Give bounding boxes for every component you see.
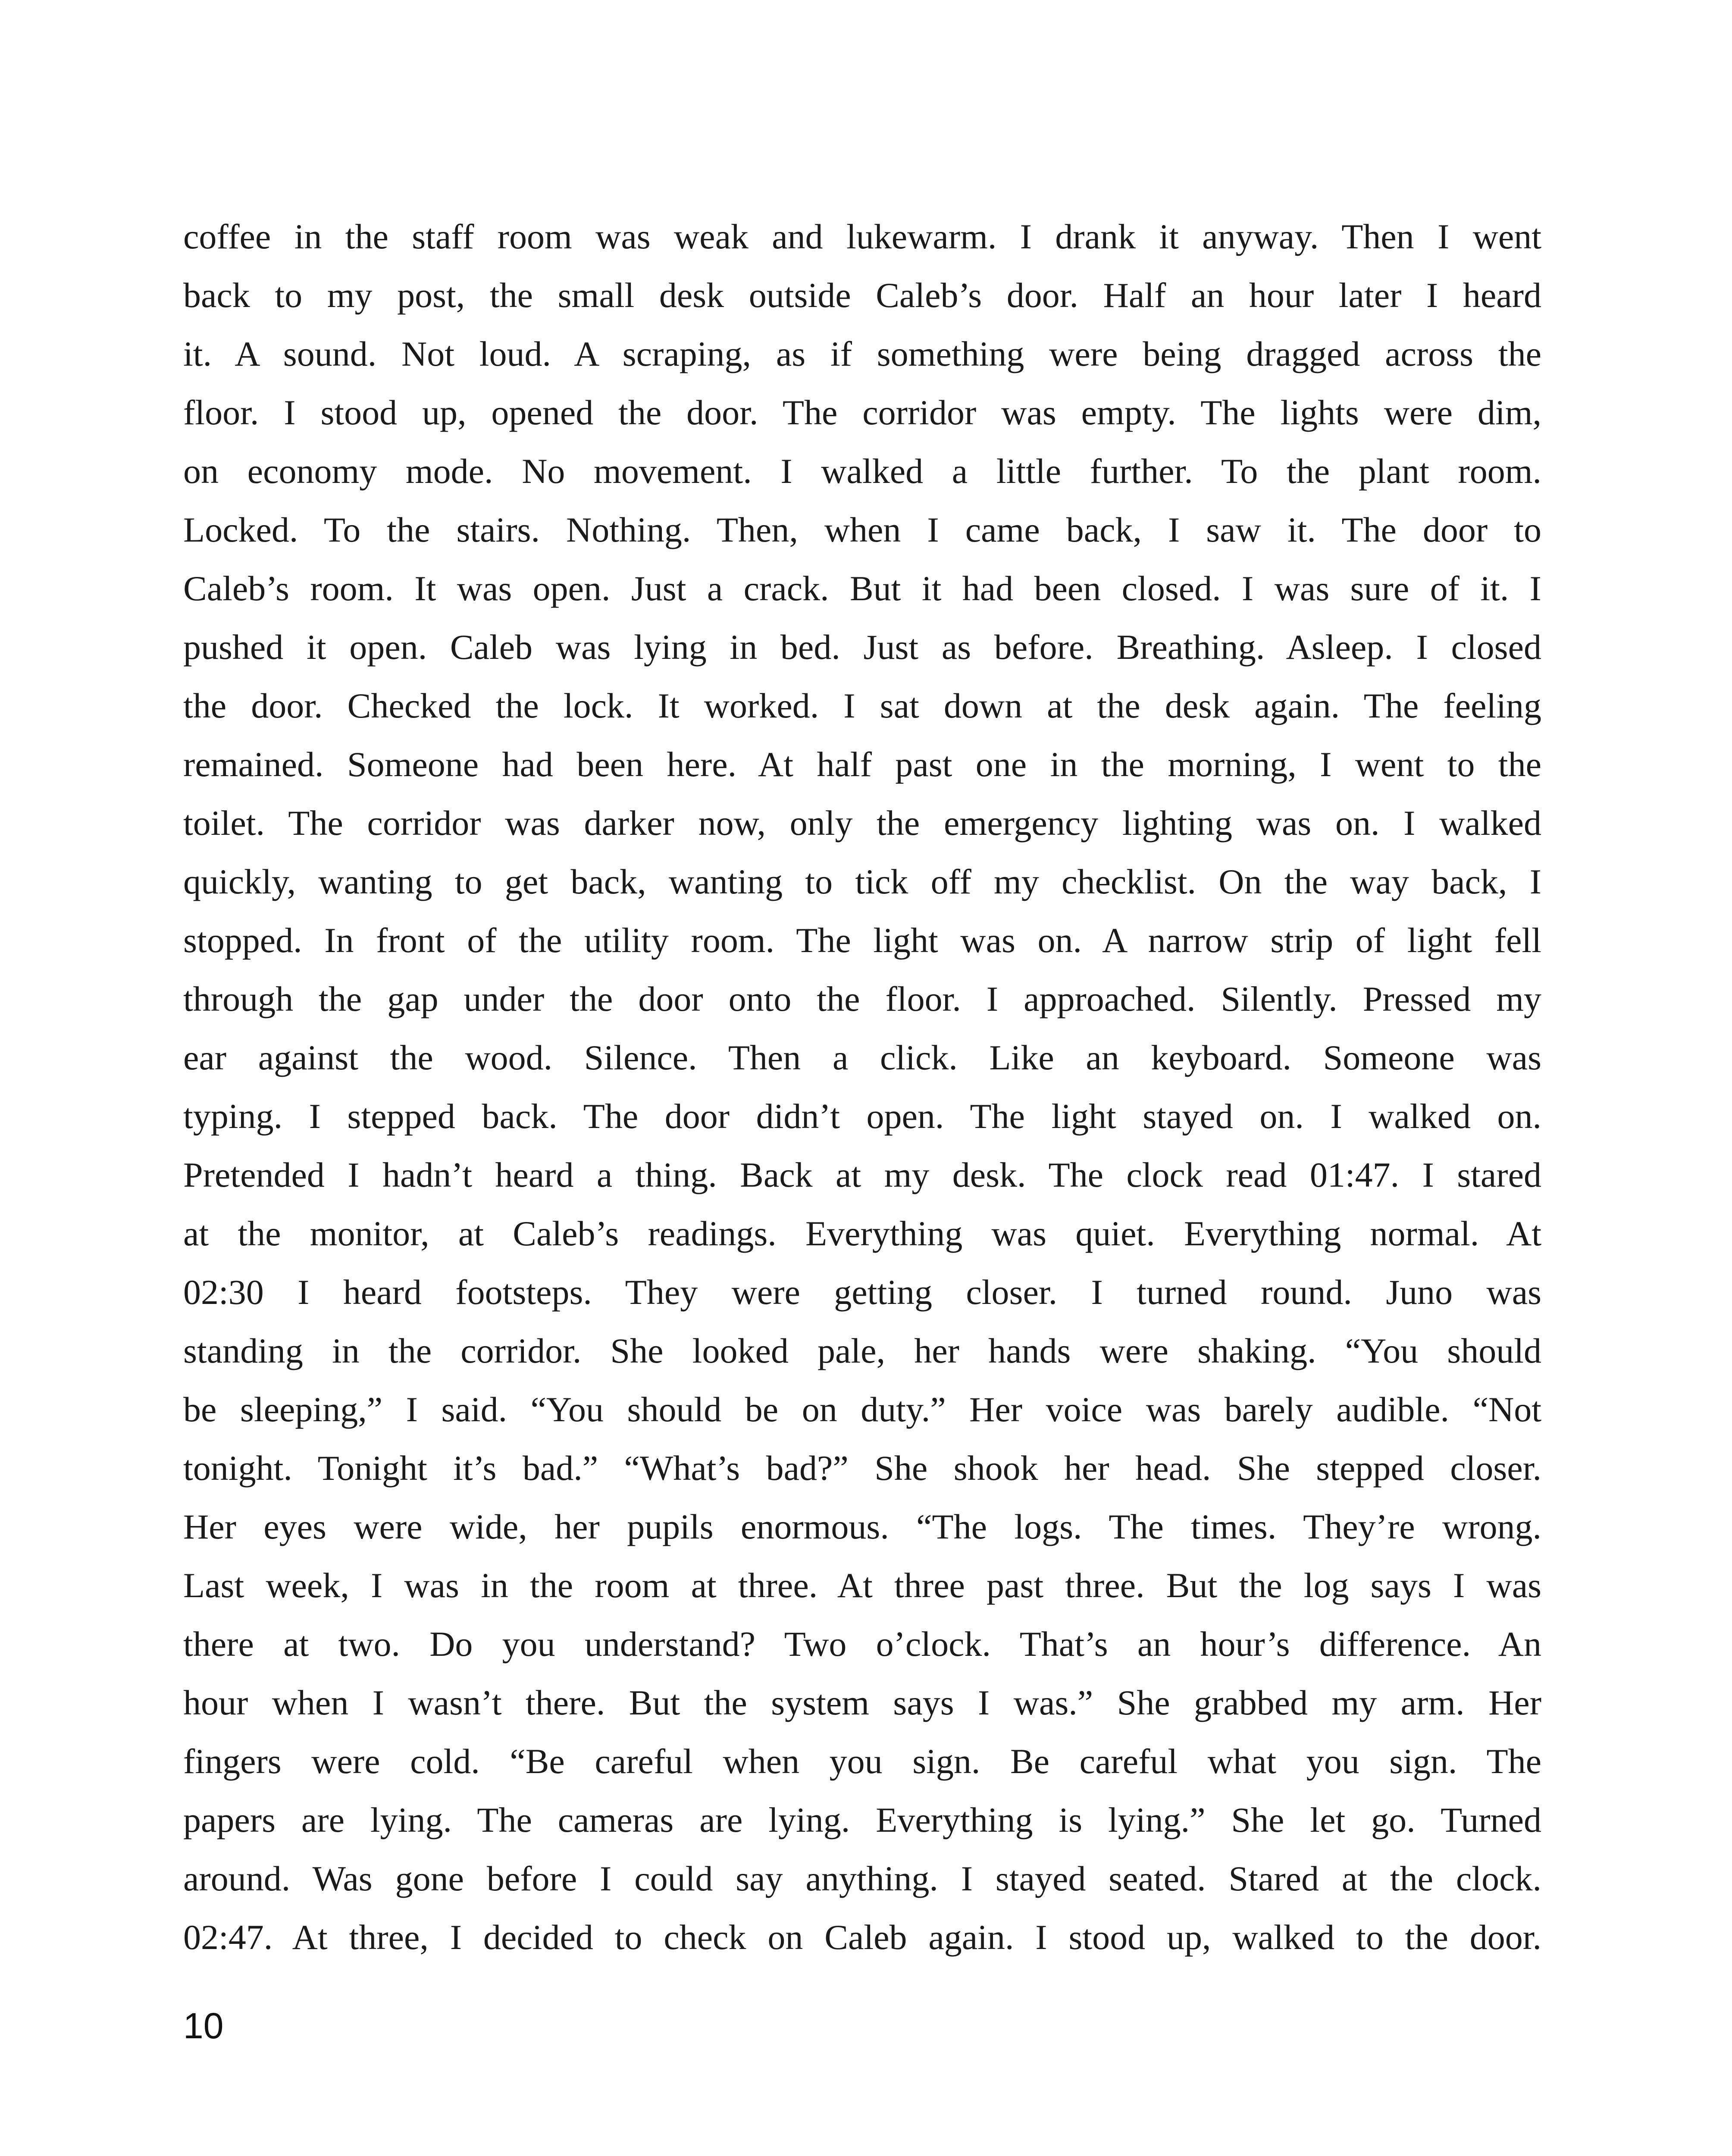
text-line: the door. Checked the lock. It worked. I sat down at the desk again. The feeling [183, 686, 1541, 725]
text-line: around. Was gone before I could say anything. I stayed seated. Stared at the clock. [183, 1859, 1541, 1898]
text-line: remained. Someone had been here. At half past one in the morning, I went to the [183, 745, 1541, 784]
text-line: fingers were cold. “Be careful when you sign. Be careful what you sign. The [183, 1742, 1541, 1781]
text-line: 02:30 I heard footsteps. They were getting closer. I turned round. Juno was [183, 1272, 1541, 1312]
text-line: be sleeping,” I said. “You should be on duty.” Her voice was barely audible. “Not [183, 1390, 1541, 1429]
text-line: ear against the wood. Silence. Then a click. Like an keyboard. Someone was [183, 1038, 1541, 1077]
text-line: hour when I wasn’t there. But the system says I was.” She grabbed my arm. Her [183, 1683, 1541, 1722]
text-line: standing in the corridor. She looked pale, her hands were shaking. “You should [183, 1331, 1541, 1370]
text-line: Last week, I was in the room at three. At three past three. But the log says I was [183, 1566, 1541, 1605]
text-line: floor. I stood up, opened the door. The corridor was empty. The lights were dim, [183, 393, 1541, 432]
text-line: Pretended I hadn’t heard a thing. Back at my desk. The clock read 01:47. I stared [183, 1155, 1541, 1194]
text-line: 02:47. At three, I decided to check on Caleb again. I stood up, walked to the door. [183, 1918, 1541, 1957]
text-line: typing. I stepped back. The door didn’t open. The light stayed on. I walked on. [183, 1097, 1541, 1136]
text-line: through the gap under the door onto the floor. I approached. Silently. Pressed my [183, 979, 1541, 1018]
text-line: at the monitor, at Caleb’s readings. Everything was quiet. Everything normal. At [183, 1214, 1541, 1253]
text-line: on economy mode. No movement. I walked a little further. To the plant room. [183, 451, 1541, 491]
page-number: 10 [183, 2006, 224, 2046]
text-line: pushed it open. Caleb was lying in bed. Just as before. Breathing. Asleep. I closed [183, 627, 1541, 667]
text-line: papers are lying. The cameras are lying. Everything is lying.” She let go. Turned [183, 1800, 1541, 1839]
text-line: it. A sound. Not loud. A scraping, as if something were being dragged across the [183, 334, 1541, 373]
text-line: stopped. In front of the utility room. The light was on. A narrow strip of light fell [183, 921, 1541, 960]
text-line: tonight. Tonight it’s bad.” “What’s bad?” She shook her head. She stepped closer. [183, 1448, 1541, 1488]
text-line: Her eyes were wide, her pupils enormous. “The logs. The times. They’re wrong. [183, 1507, 1541, 1546]
text-line: toilet. The corridor was darker now, only the emergency lighting was on. I walked [183, 803, 1541, 843]
text-line: back to my post, the small desk outside Caleb’s door. Half an hour later I heard [183, 276, 1541, 315]
text-line: Locked. To the stairs. Nothing. Then, when I came back, I saw it. The door to [183, 510, 1541, 549]
body-text [183, 207, 1541, 1967]
text-line: coffee in the staff room was weak and lukewarm. I drank it anyway. Then I went [183, 217, 1541, 256]
text-line: quickly, wanting to get back, wanting to tick off my checklist. On the way back, I [183, 862, 1541, 901]
text-line: Caleb’s room. It was open. Just a crack. But it had been closed. I was sure of it. I [183, 569, 1541, 608]
text-line: there at two. Do you understand? Two o’clock. That’s an hour’s difference. An [183, 1624, 1541, 1664]
